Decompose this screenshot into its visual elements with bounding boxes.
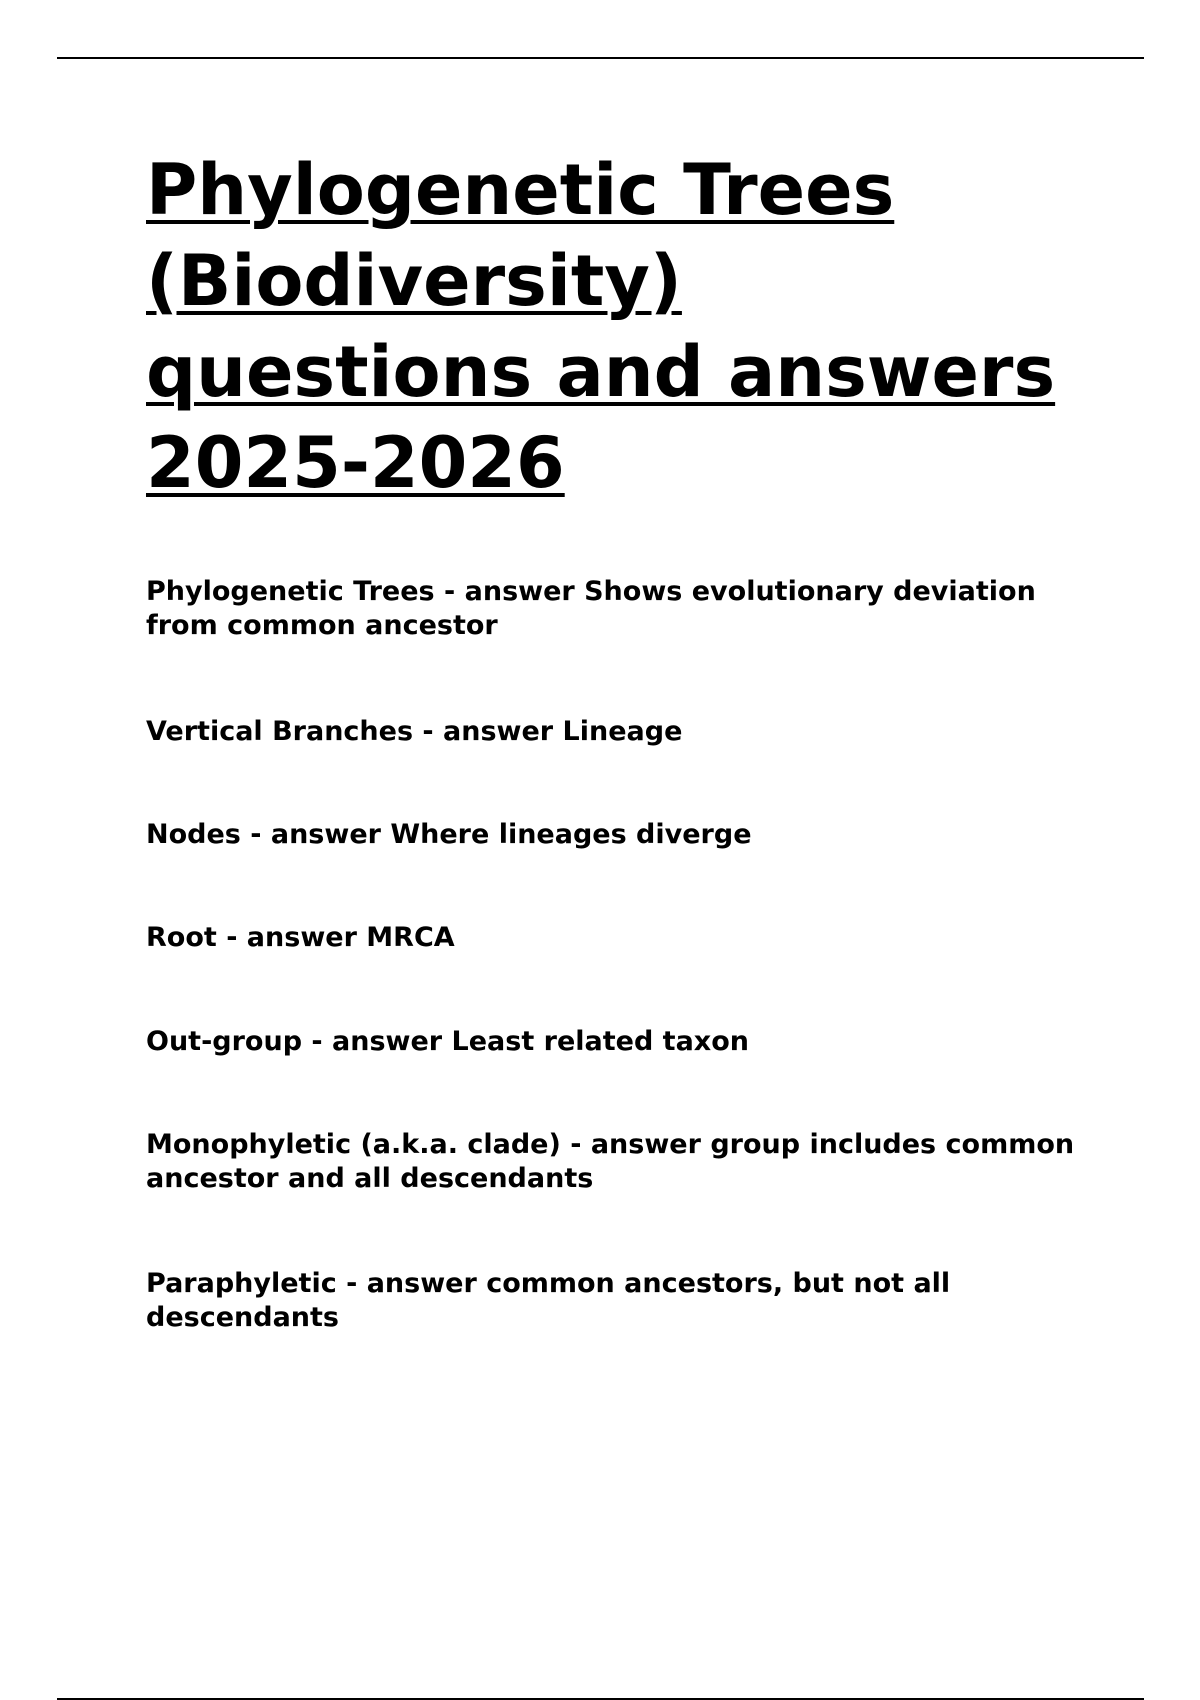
qa-item-vertical-branches: Vertical Branches - answer Lineage xyxy=(146,716,683,747)
document-body xyxy=(146,145,1126,1333)
qa-item-out-group: Out-group - answer Least related taxon xyxy=(146,1026,749,1057)
document-title: Phylogenetic Trees (Biodiversity) questions and answers 2025-2026 xyxy=(146,149,1056,504)
qa-item-nodes: Nodes - answer Where lineages diverge xyxy=(146,819,752,850)
qa-item-paraphyletic: Paraphyletic - answer common ancestors, but not all descendants xyxy=(146,1268,951,1333)
top-rule xyxy=(57,57,1144,59)
qa-item-monophyletic: Monophyletic (a.k.a. clade) - answer group includes common ancestor and all descendants xyxy=(146,1129,1075,1194)
qa-item-root: Root - answer MRCA xyxy=(146,922,455,953)
qa-item-phylogenetic-trees: Phylogenetic Trees - answer Shows evolutionary deviation from common ancestor xyxy=(146,576,1036,641)
